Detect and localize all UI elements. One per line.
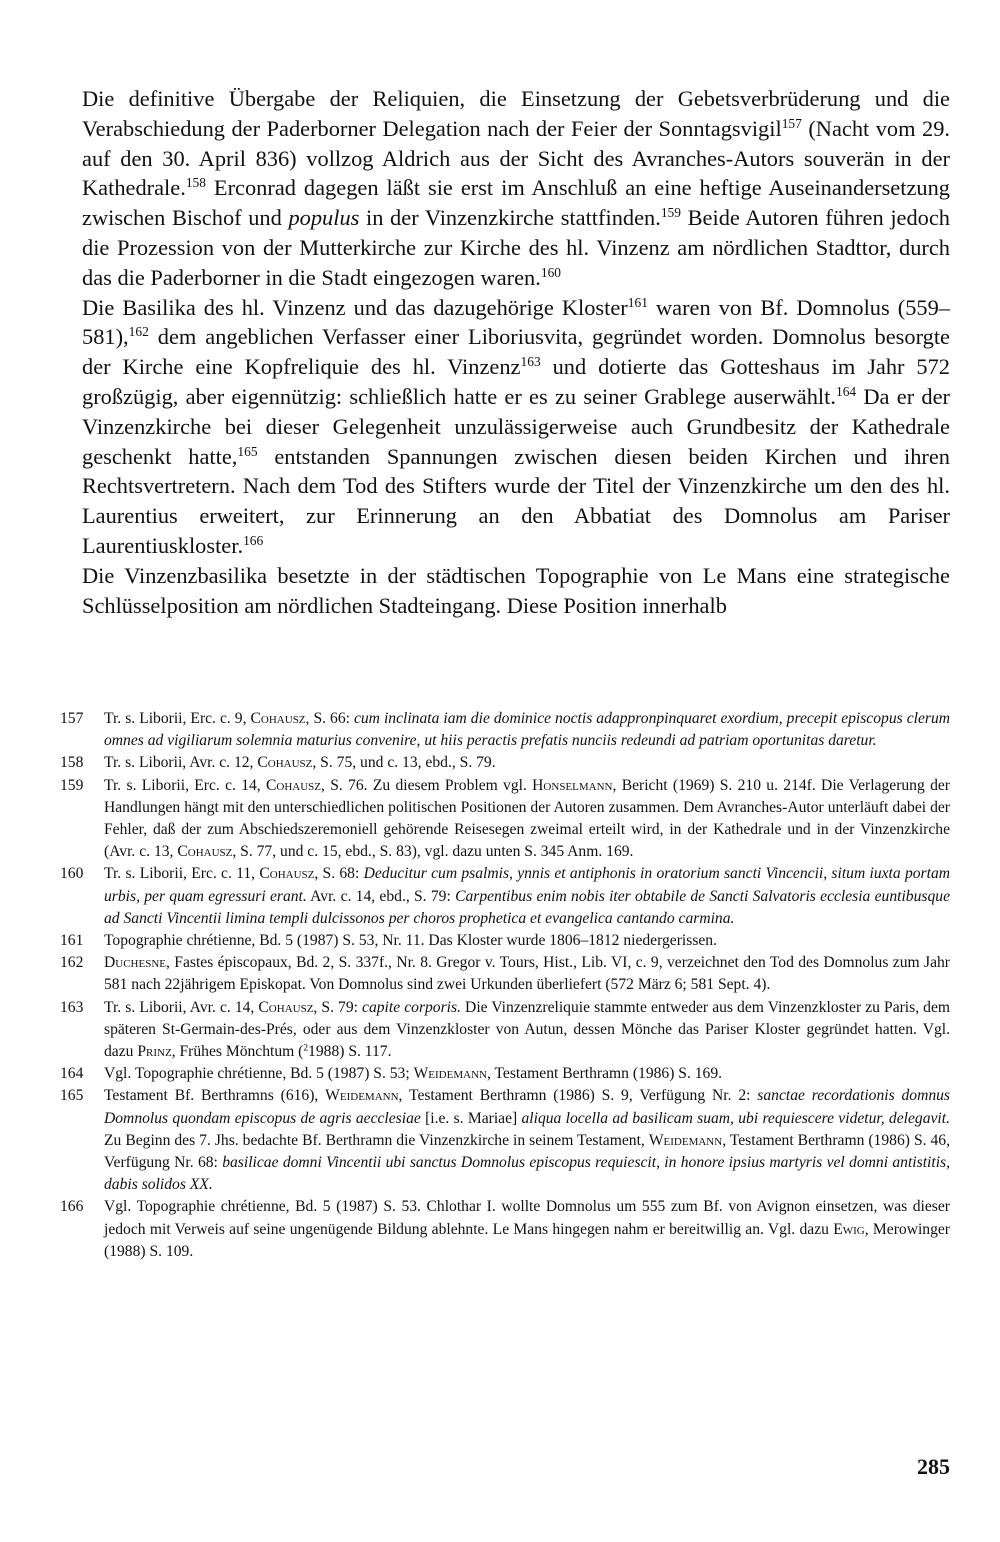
page-number: 285 [917, 1454, 950, 1479]
footnote-ref-163: 163 [520, 354, 541, 370]
footnote-166: 166 Vgl. Topographie chrétienne, Bd. 5 (1987) S. 53. Chlothar I. wollte Domnolus um 555 zum Bf. von Avignon einsetzen, was dieser jedoch mit Verweis auf seine ungenügende Bildung ablehnte. Le Mans hingegen nahm er bereitwillig an. Vgl. dazu Ewig, Merowinger (1988) S. 109. [60, 1198, 950, 1260]
footnote-159: 159 Tr. s. Liborii, Erc. c. 14, Cohausz, S. 76. Zu diesem Problem vgl. Honselmann, Bericht (1969) S. 210 u. 214f. Die Verlagerung der Handlungen hängt mit den unterschiedlichen politischen Positionen der Autoren zusammen. Dem Avranches-Autor unterläuft dabei der Fehler, daß der zum Abschiedszeremoniell gehörende Reisesegen zweimal erteilt wird, in der Kathedrale und in der Vinzenzkirche (Avr. c. 13, Cohausz, S. 77, und c. 15, ebd., S. 83), vgl. dazu unten S. 345 Anm. 169. [60, 776, 950, 861]
footnote-165: 165 Testament Bf. Berthramns (616), Weidemann, Testament Berthramn (1986) S. 9, Verfügung Nr. 2: sanctae recordationis domnus Domnolus quondam episcopus de agris aecclesiae [i.e. s. Mariae] aliqua locella ad basilicam suam, ubi requiescere videtur, delegavit. Zu Beginn des 7. Jhs. bedachte Bf. Berthramn die Vinzenzkirche in seinem Testament, Weidemann, Testament Berthramn (1986) S. 46, Verfügung Nr. 68: basilicae domni Vincentii ubi sanctus Domnolus episcopus requiescit, in honore ipsius martyris vel domni antistitis, dabis solidos XX. [60, 1087, 951, 1194]
paragraph-2: Die Basilika des hl. Vinzenz und das dazugehörige Kloster$^{161}$ waren von Bf. Domnolus (559–581),$^{162}$ dem angeblichen Verfasser einer Liboriusvita, gegründet worden. Domnolus besorgte der Kirche eine Kopfreliquie des hl. Vinzenz$^{163}$ und dotierte das Gotteshaus im Jahr 572 großzügig, aber eigennützig: schließlich hatte er es zu seiner Grablege auserwählt.$^{164}$ Da er der Vinzenzkirche bei dieser Gelegenheit unzulässigerweise auch Grundbesitz der Kathedrale geschenkt hatte,$^{165}$ entstanden Spannungen zwischen diesen beiden Kirchen und ihren Rechtsvertretern. Nach dem Tod des Stifters wurde der Titel der Vinzenzkirche um den des hl. Laurentius erweitert, zur Erinnerung an den Abbatiat des Domnolus am Pariser Laurentiuskloster.$^{166}$ [82, 294, 951, 558]
footnote-157: 157 Tr. s. Liborii, Erc. c. 9, Cohausz, S. 66: cum inclinata iam die dominice noctis adappronpinquaret exordium, precepit episcopus clerum omnes ad vigiliarum solemnia maturius convenire, ut hiis peractis prefatis nunciis redeundi ad patriam oportunitas daretur. [60, 710, 951, 750]
footnote-ref-160: 160 [540, 264, 562, 280]
main-text [82, 84, 950, 620]
footnote-ref-162: 162 [128, 324, 149, 340]
document-page [60, 84, 951, 1479]
paragraph-1: Die definitive Übergabe der Reliquien, die Einsetzung der Gebetsverbrüderung und die Verabschiedung der Paderborner Delegation nach der Feier der Sonntagsvigil$^{157}$ (Nacht vom 29. auf den 30. April 836) vollzog Aldrich aus der Sicht des Avranches-Autors souverän in der Kathedrale.$^{158}$ Erconrad dagegen läßt sie erst im Anschluß an eine heftige Auseinandersetzung zwischen Bischof und populus in der Vinzenzkirche stattfinden.$^{159}$ Beide Autoren führen jedoch die Prozession von der Mutterkirche zur Kirche des hl. Vinzenz am nördlichen Stadttor, durch das die Paderborner in die Stadt eingezogen waren.$^{160}$ [82, 86, 950, 290]
footnote-ref-159: 159 [660, 205, 681, 221]
footnote-164: 164 Vgl. Topographie chrétienne, Bd. 5 (1987) S. 53; Weidemann, Testament Berthramn (1986) S. 169. [60, 1065, 723, 1083]
footnote-ref-165: 165 [237, 443, 258, 459]
footnote-161: 161 Topographie chrétienne, Bd. 5 (1987) S. 53, Nr. 11. Das Kloster wurde 1806–1812 niedergerissen. [60, 932, 718, 950]
footnote-ref-164: 164 [835, 383, 857, 399]
footnote-ref-158: 158 [185, 175, 206, 191]
footnote-158: 158 Tr. s. Liborii, Avr. c. 12, Cohausz, S. 75, und c. 13, ebd., S. 79. [60, 754, 496, 772]
footnote-ref-157: 157 [781, 115, 802, 131]
footnote-ref-161: 161 [627, 294, 648, 310]
footnote-163: 163 Tr. s. Liborii, Avr. c. 14, Cohausz, S. 79: capite corporis. Die Vinzenzreliquie stammte entweder aus dem Vinzenzkloster zu Paris, dem späteren St-Germain-des-Prés, oder aus dem Vinzenzkloster von Autun, dessen Mönche das Pariser Kloster gegründet hatten. Vgl. dazu Prinz, Frühes Mönchtum ($^2$1988) S. 117. [60, 998, 951, 1061]
paragraph-3: Die Vinzenzbasilika besetzte in der städtischen Topographie von Le Mans eine strategische Schlüsselposition am nördlichen Stadteingang. Diese Position innerhalb [82, 562, 950, 618]
footnote-ref-166: 166 [243, 532, 264, 548]
footnote-162: 162 Duchesne, Fastes épiscopaux, Bd. 2, S. 337f., Nr. 8. Gregor v. Tours, Hist., Lib. VI, c. 9, verzeichnet den Tod des Domnolus zum Jahr 581 nach 22jährigem Episkopat. Von Domnolus sind zwei Urkunden überliefert (572 März 6; 581 Sept. 4). [60, 954, 950, 994]
footnotes [60, 708, 951, 1263]
footnote-160: 160 Tr. s. Liborii, Erc. c. 11, Cohausz, S. 68: Deducitur cum psalmis, ynnis et antiphonis in oratorium sancti Vincencii, situm iuxta portam urbis, per quam egressuri erant. Avr. c. 14, ebd., S. 79: Carpentibus enim nobis iter obtabile de Sancti Salvatoris ecclesia euntibusque ad Sancti Vincentii limina templi dulcissonos per choros prophetica et evangelica cantando carmina. [60, 865, 950, 927]
